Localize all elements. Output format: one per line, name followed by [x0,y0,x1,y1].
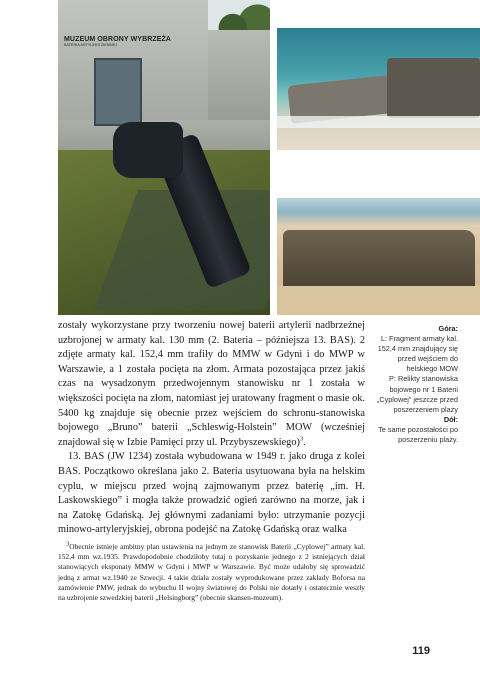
photo-ruins-before [277,28,480,150]
caption-top-left: L: Fragment armaty kal. 152,4 mm znajdujący się przed wejściem do helskiego MOW [377,334,458,374]
main-text [58,319,365,538]
museum-sign-line1: MUZEUM OBRONY WYBRZEŻA [64,36,172,43]
footnote-ref[interactable]: 3 [299,435,304,443]
caption-top-right: P: Relikty stanowiska bojowego nr 1 Baterii „Cyplowej” jeszcze przed poszerzeniem plaży [376,374,458,414]
museum-door [94,58,142,126]
caption-top-heading: Góra: [438,324,458,333]
page-number: 119 [412,645,430,657]
beach-sand [277,286,480,315]
photo-gun-fragment [58,0,270,315]
bunker-wall [208,30,270,120]
gun-breech [113,122,183,178]
paragraph-1 [58,319,365,450]
concrete-ruin-2 [387,58,480,118]
caption-bottom-text: Te same pozostałości po poszerzeniu plaży. [378,424,458,445]
bunker-remains [283,230,475,288]
photo-caption [372,324,458,445]
footnote-text: Obecnie istnieje ambitny plan ustawienia na jednym ze stanowisk Baterii „Cyplowej” armaty kal. 152,4 mm wz.1935. Prawdopodobnie chodziłoby tutaj o pozyskanie jednego z 2 istniejących dział stanowiących eksponaty MMW w Gdyni i MWP w Warszawie. Być może udałoby się sprowadzić jedną z armat wz.1940 ze Szwecji. 4 takie działa zostały wyprodukowane przez zakłady Boforsa na zamówienie PMW, jednak do wybuchu II wojny światowej do Polski nie dotarły i ostatecznie weszły na uzbrojenie szwedzkiej baterii „Helsingborg” (obecnie skansen-muzeum). [58,542,365,603]
paragraph-1-end: . [303,436,306,448]
footnote-marker: 3 [66,540,70,548]
museum-sign-line2: BATERIA ARTYLERII ZIEMNEJ [64,43,118,48]
paragraph-2: 13. BAS (JW 1234) została wybudowana w 1949 r. jako druga z kolei BAS. Początkowo określana jako 2. Bateria usytuowana była na helskim cyplu, w miejscu przed wojną zajmowanym przez baterię „im. H. Laskowskiego” i mogła także prowadzić ogień zarówno na morze, jak i na Zatokę Gdańską. Jej głównymi zadaniami było: utrzymanie pozycji minowo-artyleryjskiej, obrona podejść na Zatokę Gdańską oraz walka [58,451,365,536]
photo-ruins-after [277,198,480,315]
paragraph-1-text: zostały wykorzystane przy tworzeniu nowej baterii artylerii nadbrzeżnej uzbrojonej w armaty kal. 130 mm (2. Bateria – późniejsza 13. BAS). 2 zdjęte armaty kal. 152,4 mm trafiły do MMW w Gdyni i do MWP w Warszawie, a 1 została pocięta na złom. Armata pozostająca przez jakiś czas na wysadzonym przedwojennym stanowisku nr 1 została w większości pocięta na złom, natomiast jej uratowany fragment o masie ok. 5400 kg znajduje się obecnie przez wejściem do schronu-stanowiska bojowego „Bruno” baterii „Schleswig-Holstein” MOW (wcześniej znajdował się w Izbie Pamięci przy ul. Przybyszewskiego) [58,320,365,448]
footnote [58,542,365,603]
footnote-paragraph [58,542,365,603]
sea-foam [277,116,480,128]
caption-bottom-heading: Dół: [443,414,458,424]
museum-sign [64,36,174,48]
